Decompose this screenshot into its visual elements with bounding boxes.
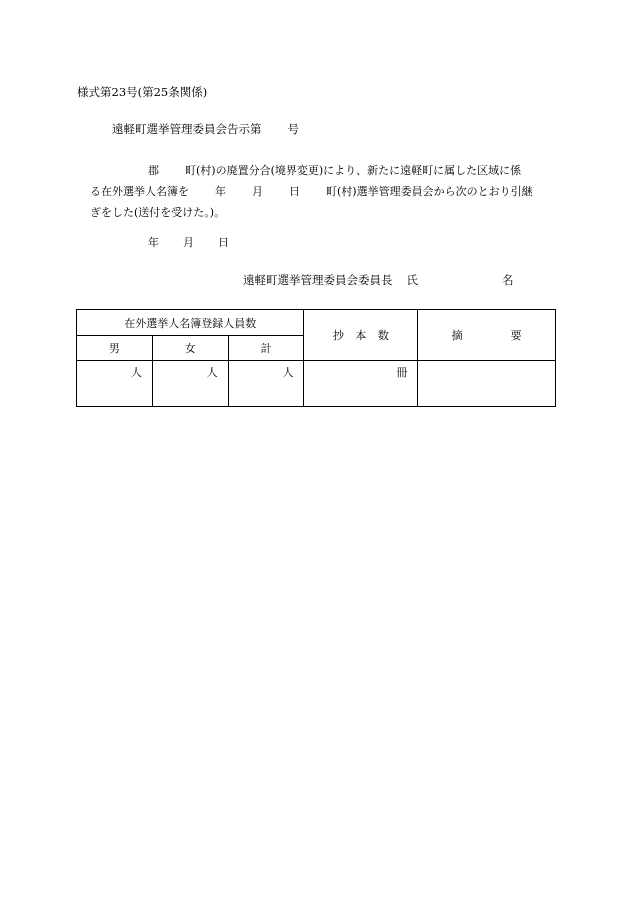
date-month: 月 <box>183 236 194 249</box>
notice-body <box>90 160 560 223</box>
female-header: 女 <box>152 336 228 361</box>
signature-name-label-1: 氏 <box>406 273 418 287</box>
form-number: 様式第23号(第25条関係) <box>77 85 208 99</box>
female-cell[interactable] <box>152 361 228 407</box>
body-month: 月 <box>252 185 263 198</box>
remarks-header-1: 摘 <box>451 329 463 342</box>
registration-table <box>76 309 556 407</box>
copies-cell[interactable] <box>304 361 418 407</box>
body-line-1-text: 町(村)の廃置分合(境界変更)により、新たに遠軽町に属した区域に係 <box>185 164 522 177</box>
body-gun: 郡 <box>148 164 159 177</box>
male-unit: 人 <box>130 366 142 379</box>
remarks-header-2: 要 <box>510 329 522 342</box>
body-line-2-text: る在外選挙人名簿を <box>90 185 189 198</box>
copies-header: 抄 本 数 <box>304 310 418 361</box>
male-cell[interactable] <box>77 361 153 407</box>
body-line-1 <box>90 160 560 181</box>
body-line-3: ぎをした(送付を受けた。)。 <box>90 206 226 219</box>
body-day: 日 <box>289 185 300 198</box>
female-unit: 人 <box>206 366 218 379</box>
total-unit: 人 <box>282 366 294 379</box>
body-line-2 <box>90 181 560 202</box>
copies-unit: 冊 <box>396 366 408 379</box>
signature-title: 遠軽町選挙管理委員会委員長 <box>243 273 393 287</box>
date-day: 日 <box>218 236 229 249</box>
signature-name-label-2: 名 <box>502 273 514 287</box>
notice-title-suffix: 号 <box>287 122 299 136</box>
date-line <box>148 237 229 248</box>
male-header: 男 <box>77 336 153 361</box>
date-year: 年 <box>148 236 159 249</box>
remarks-header <box>418 310 556 361</box>
body-line-2-text-2: 町(村)選挙管理委員会から次のとおり引継 <box>326 185 533 198</box>
total-header: 計 <box>228 336 304 361</box>
body-year: 年 <box>215 185 226 198</box>
remarks-cell[interactable] <box>418 361 556 407</box>
signature-line <box>243 275 514 287</box>
total-cell[interactable] <box>228 361 304 407</box>
notice-title <box>112 124 299 136</box>
group-header: 在外選挙人名簿登録人員数 <box>77 310 304 336</box>
notice-title-prefix: 遠軽町選挙管理委員会告示第 <box>112 122 262 136</box>
